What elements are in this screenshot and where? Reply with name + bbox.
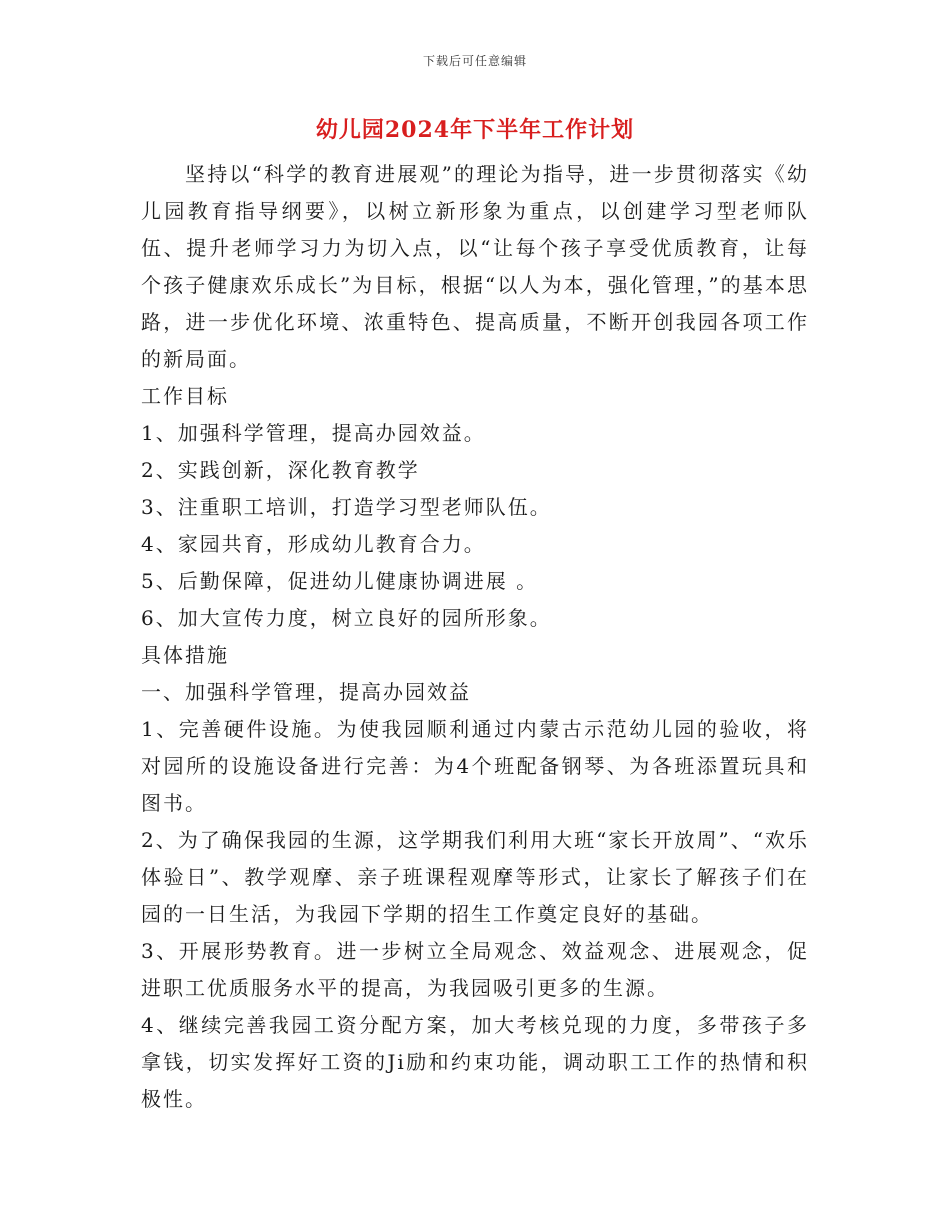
document-body — [141, 156, 809, 1118]
goal-item: 2、实践创新，深化教育教学 — [141, 458, 420, 482]
measure-item: 1、完善硬件设施。为使我园顺利通过内蒙古示范幼儿园的验收，将对园所的设施设备进行完善：为4个班配备钢琴、为各班添置玩具和图书。 — [141, 717, 809, 815]
section-heading-measures: 具体措施 — [141, 643, 229, 667]
goal-item: 1、加强科学管理，提高办园效益。 — [141, 421, 486, 445]
header-note: 下载后可任意编辑 — [422, 54, 527, 68]
section-heading-goals: 工作目标 — [141, 384, 229, 408]
intro-paragraph: 坚持以“科学的教育进展观”的理论为指导，进一步贯彻落实《幼儿园教育指导纲要》，以树立新形象为重点，以创建学习型老师队伍、提升老师学习力为切入点，以“让每个孩子享受优质教育，让每个孩子健康欢乐成长”为目标，根据“以人为本，强化管理，”的基本思路，进一步优化环境、浓重特色、提高质量，不断开创我园各项工作的新局面。 — [141, 162, 809, 371]
goal-item: 3、注重职工培训，打造学习型老师队伍。 — [141, 495, 552, 519]
measure-item: 2、为了确保我园的生源，这学期我们利用大班“家长开放周”、“欢乐体验日”、教学观摩、亲子班课程观摩等形式，让家长了解孩子们在园的一日生活，为我园下学期的招生工作奠定良好的基础。 — [141, 828, 809, 926]
measure-item: 3、开展形势教育。进一步树立全局观念、效益观念、进展观念，促进职工优质服务水平的提高，为我园吸引更多的生源。 — [141, 939, 809, 1000]
goal-item: 6、加大宣传力度，树立良好的园所形象。 — [141, 606, 552, 630]
subsection-heading: 一、加强科学管理，提高办园效益 — [141, 680, 471, 704]
goal-item: 4、家园共育，形成幼儿教育合力。 — [141, 532, 486, 556]
measure-item: 4、继续完善我园工资分配方案，加大考核兑现的力度，多带孩子多拿钱，切实发挥好工资的Ji励和约束功能，调动职工工作的热情和积极性。 — [141, 1013, 809, 1111]
document-title: 幼儿园2024年下半年工作计划 — [315, 117, 635, 143]
goal-item: 5、后勤保障，促进幼儿健康协调进展 。 — [141, 569, 539, 593]
